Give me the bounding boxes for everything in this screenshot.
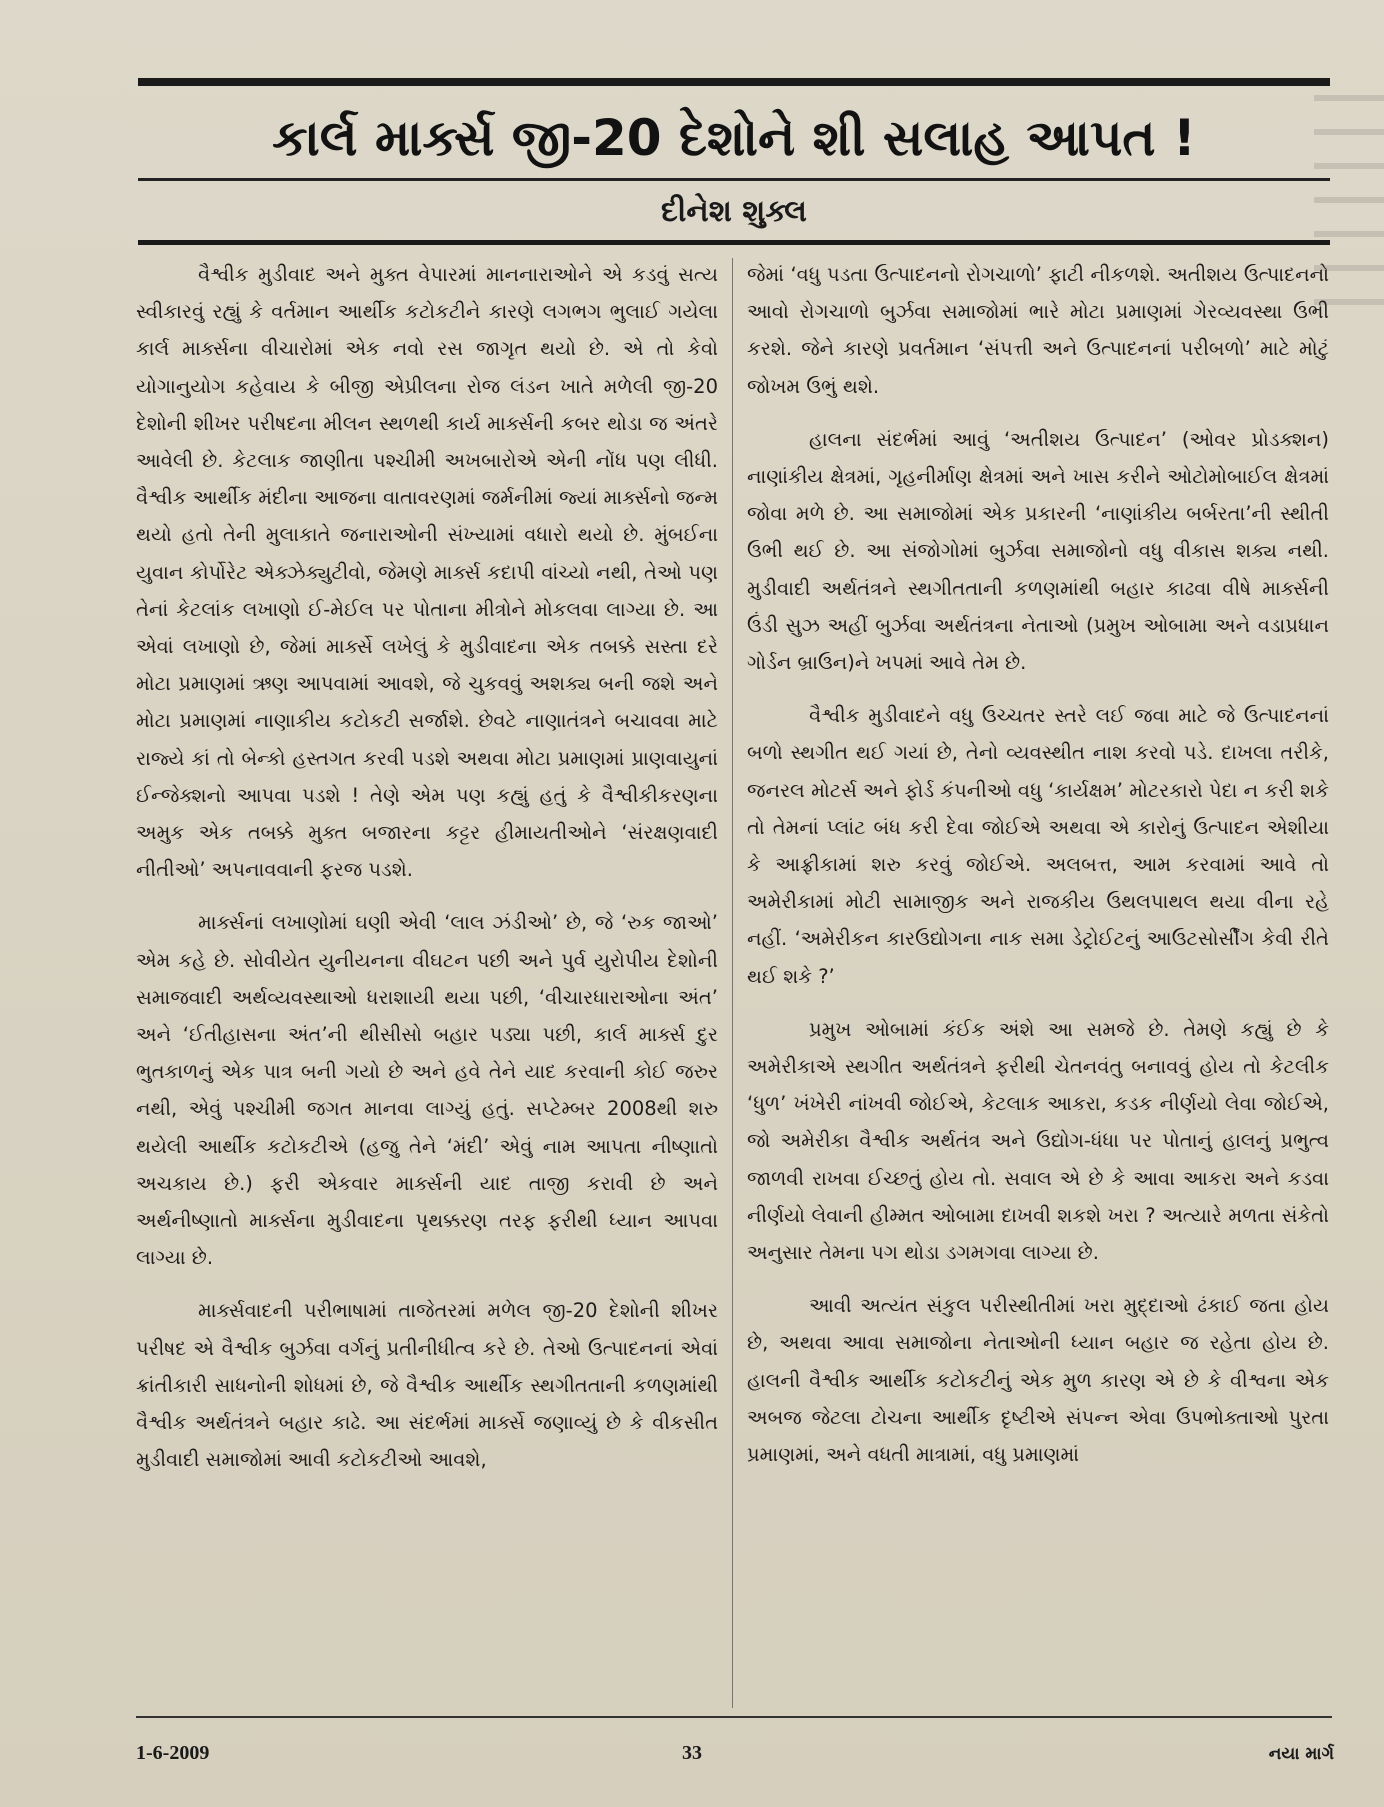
article-headline: કાર્લ માર્ક્સ જી-20 દેશોને શી સલાહ આપત ! (272, 109, 1196, 167)
page-number: 33 (682, 1742, 702, 1764)
right-column (747, 256, 1329, 1706)
paragraph: માર્ક્સનાં લખાણોમાં ઘણી એવી ‘લાલ ઝંડીઓ’ છે, જે ‘રુક જાઓ’ એમ કહે છે. સોવીયેત યુનીયનના વીઘટન પછી અને પુર્વ યુરોપીય દેશોની સમાજવાદી અર્થવ્યવસ્થાઓ ધરાશાયી થયા પછી, ‘વીચારધારાઓના અંત’ અને ‘ઈતીહાસના અંત’ની થીસીસો બહાર પડ્યા પછી, કાર્લ માર્ક્સ દુર ભુતકાળનું એક પાત્ર બની ગયો છે અને હવે તેને યાદ કરવાની કોઈ જરુર નથી, એવું પશ્ચીમી જગત માનવા લાગ્યું હતું. સપ્ટેમ્બર 2008થી શરુ થયેલી આર્થીક કટોકટીએ (હજુ તેને ‘મંદી’ એવું નામ આપતા નીષ્ણાતો અચકાય છે.) ફરી એકવાર માર્ક્સની યાદ તાજી કરાવી છે અને અર્થનીષ્ણાતો માર્ક્સના મુડીવાદના પૃથક્કરણ તરફ ફરીથી ધ્યાન આપવા લાગ્યા છે. (136, 911, 718, 1270)
publication-name: નયા માર્ગ (1268, 1744, 1334, 1764)
paragraph: જેમાં ‘વધુ પડતા ઉત્પાદનનો રોગચાળો’ ફાટી નીકળશે. અતીશય ઉત્પાદનનો આવો રોગચાળો બુર્ઝવા સમાજોમાં ભારે મોટા પ્રમાણમાં ગેરવ્યવસ્થા ઉભી કરશે. જેને કારણે પ્રવર્તમાન ‘સંપત્તી અને ઉત્પાદનનાં પરીબળો’ માટે મોટું જોખમ ઉભું થશે. (747, 263, 1329, 398)
footer-rule (136, 1716, 1332, 1718)
paragraph: પ્રમુખ ઓબામાં કંઈક અંશે આ સમજે છે. તેમણે કહ્યું છે કે અમેરીકાએ સ્થગીત અર્થતંત્રને ફરીથી ચેતનવંતુ બનાવવું હોય તો કેટલીક ‘ધુળ’ ખંખેરી નાંખવી જોઈએ, કેટલાક આકરા, કડક નીર્ણયો લેવા જોઈએ, જો અમેરીકા વૈશ્વીક અર્થતંત્ર અને ઉદ્યોગ-ધંધા પર પોતાનું હાલનું પ્રભુત્વ જાળવી રાખવા ઈચ્છતું હોય તો. સવાલ એ છે કે આવા આકરા અને કડવા નીર્ણયો લેવાની હીમ્મત ઓબામા દાખવી શકશે ખરા ? અત્યારે મળતા સંકેતો અનુસાર તેમના પગ થોડા ડગમગવા લાગ્યા છે. (747, 1017, 1329, 1265)
paragraph: વૈશ્વીક મુડીવાદ અને મુક્ત વેપારમાં માનનારાઓને એ કડવું સત્ય સ્વીકારવું રહ્યું કે વર્તમાન આર્થીક કટોકટીને કારણે લગભગ ભુલાઈ ગયેલા કાર્લ માર્ક્સના વીચારોમાં એક નવો રસ જાગૃત થયો છે. એ તો કેવો યોગાનુયોગ કહેવાય કે બીજી એપ્રીલના રોજ લંડન ખાતે મળેલી જી-20 દેશોની શીખર પરીષદના મીલન સ્થળથી કાર્ય માર્ક્સની કબર થોડા જ અંતરે આવેલી છે. કેટલાક જાણીતા પશ્ચીમી અખબારોએ એની નોંધ પણ લીધી. વૈશ્વીક આર્થીક મંદીના આજના વાતાવરણમાં જર્મનીમાં જ્યાં માર્ક્સનો જન્મ થયો હતો તેની મુલાકાતે જનારાઓની સંખ્યામાં વધારો થયો છે. મુંબઈના યુવાન કોર્પોરેટ એક્ઝેક્યુટીવો, જેમણે માર્ક્સ કદાપી વાંચ્યો નથી, તેઓ પણ તેનાં કેટલાંક લખાણો ઈ-મેઈલ પર પોતાના મીત્રોને મોકલવા લાગ્યા છે. આ એવાં લખાણો છે, જેમાં માર્ક્સે લખેલું કે મુડીવાદના એક તબક્કે સસ્તા દરે મોટા પ્રમાણમાં ઋણ આપવામાં આવશે, જે ચુકવવું અશક્ય બની જશે અને મોટા પ્રમાણમાં નાણાકીય કટોકટી સર્જાશે. છેવટે નાણાતંત્રને બચાવવા માટે રાજ્યે કાં તો બેન્કો હસ્તગત કરવી પડશે અથવા મોટા પ્રમાણમાં પ્રાણવાયુનાં ઈન્જેક્શનો આપવા પડશે ! તેણે એમ પણ કહ્યું હતું કે વૈશ્વીકીકરણના અમુક એક તબક્કે મુક્ત બજારના કટ્ટર હીમાયતીઓને ‘સંરક્ષણવાદી નીતીઓ’ અપનાવવાની ફરજ પડશે. (136, 263, 718, 882)
author-byline: દીનેશ શુક્લ (661, 194, 807, 229)
headline-rule (138, 178, 1330, 181)
left-column (136, 256, 718, 1706)
byline-rule (138, 240, 1330, 245)
column-divider (732, 258, 733, 1708)
paragraph: આવી અત્યંત સંકુલ પરીસ્થીતીમાં ખરા મુદ્દાઓ ઢંકાઈ જતા હોય છે, અથવા આવા સમાજોના નેતાઓની ધ્યાન બહાર જ રહેતા હોય છે. હાલની વૈશ્વીક આર્થીક કટોકટીનું એક મુળ કારણ એ છે કે વીશ્વના એક અબજ જેટલા ટોચના આર્થીક દૃષ્ટીએ સંપન્ન એવા ઉપભોક્તાઓ પુરતા પ્રમાણમાં, અને વધતી માત્રામાં, વધુ પ્રમાણમાં (747, 1294, 1329, 1467)
paragraph: માર્ક્સવાદની પરીભાષામાં તાજેતરમાં મળેલ જી-20 દેશોની શીખર પરીષદ એ વૈશ્વીક બુર્ઝવા વર્ગનું પ્રતીનીધીત્વ કરે છે. તેઓ ઉત્પાદનનાં એવાં ક્રાંતીકારી સાધનોની શોધમાં છે, જે વૈશ્વીક આર્થીક સ્થગીતતાની કળણમાંથી વૈશ્વીક અર્થતંત્રને બહાર કાઢે. આ સંદર્ભમાં માર્ક્સે જણાવ્યું છે કે વીકસીત મુડીવાદી સમાજોમાં આવી કટોકટીઓ આવશે, (136, 1299, 718, 1472)
paragraph: હાલના સંદર્ભમાં આવું ‘અતીશય ઉત્પાદન’ (ઓવર પ્રોડક્શન) નાણાંકીય ક્ષેત્રમાં, ગૃહનીર્માણ ક્ષેત્રમાં અને ખાસ કરીને ઓટોમોબાઈલ ક્ષેત્રમાં જોવા મળે છે. આ સમાજોમાં એક પ્રકારની ‘નાણાંકીય બર્બરતા’ની સ્થીતી ઉભી થઈ છે. આ સંજોગોમાં બુર્ઝવા સમાજોનો વધુ વીકાસ શક્ય નથી. મુડીવાદી અર્થતંત્રને સ્થગીતતાની કળણમાંથી બહાર કાઢવા વીષે માર્ક્સની ઉંડી સુઝ અહીં બુર્ઝવા અર્થતંત્રના નેતાઓ (પ્રમુખ ઓબામા અને વડાપ્રધાન ગોર્ડન બ્રાઉન)ને ખપમાં આવે તેમ છે. (747, 427, 1329, 675)
top-rule (138, 78, 1330, 86)
paragraph: વૈશ્વીક મુડીવાદને વધુ ઉચ્ચતર સ્તરે લઈ જવા માટે જે ઉત્પાદનનાં બળો સ્થગીત થઈ ગયાં છે, તેનો વ્યવસ્થીત નાશ કરવો પડે. દાખલા તરીકે, જનરલ મોટર્સ અને ફોર્ડ કંપનીઓ વધુ ‘કાર્યક્ષમ’ મોટરકારો પેદા ન કરી શકે તો તેમનાં પ્લાંટ બંધ કરી દેવા જોઈએ અથવા એ કારોનું ઉત્પાદન એશીયા કે આફ્રીકામાં શરુ કરવું જોઈએ. અલબત્ત, આમ કરવામાં આવે તો અમેરીકામાં મોટી સામાજીક અને રાજકીય ઉથલપાથલ થયા વીના રહે નહીં. ‘અમેરીકન કારઉદ્યોગના નાક સમા ડેટ્રોઈટનું આઉટસોર્સીંગ કેવી રીતે થઈ શકે ?’ (747, 704, 1329, 988)
issue-date: 1-6-2009 (136, 1742, 210, 1764)
